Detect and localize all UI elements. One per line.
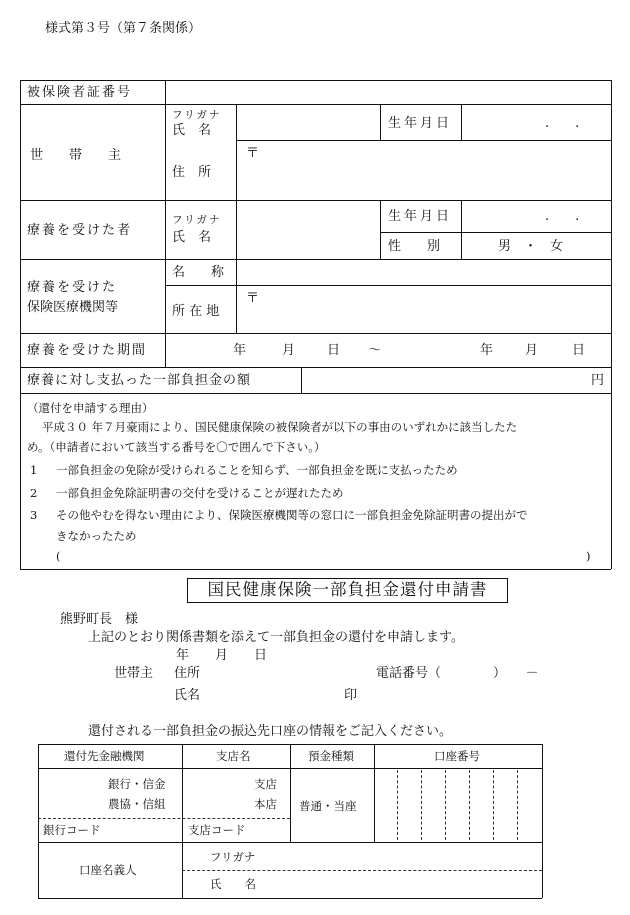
branch-code-label: 支店コード <box>188 823 246 837</box>
header-account-number: 口座番号 <box>434 749 480 763</box>
reason-number[interactable]: 3 <box>30 508 38 522</box>
table-line <box>461 104 462 140</box>
period-tilde: ～ <box>368 343 382 358</box>
application-date[interactable]: 年 月 日 <box>176 648 268 663</box>
institution-name-field[interactable] <box>237 260 610 284</box>
sex-label: 性 別 <box>388 239 441 254</box>
table-border-left <box>20 80 21 569</box>
period-day: 日 <box>572 343 586 358</box>
applicant-address-field[interactable] <box>205 663 370 681</box>
table-dashed-line <box>182 870 542 871</box>
institution-location-label: 所 在 地 <box>172 304 220 319</box>
name-label: 氏 名 <box>172 123 212 138</box>
table-border-bottom <box>38 898 542 899</box>
header-branch: 支店名 <box>216 749 251 763</box>
header-bank: 還付先金融機関 <box>64 749 145 763</box>
phone-label[interactable]: 電話番号（ ） － <box>376 666 539 681</box>
table-line <box>290 744 291 842</box>
table-line <box>461 200 462 259</box>
birthdate-label: 生年月日 <box>388 209 453 224</box>
application-statement: 上記のとおり関係書類を添えて一部負担金の還付を申請します。 <box>88 630 464 645</box>
other-reason-paren-open: ( <box>56 549 61 563</box>
seal-mark: 印 <box>344 688 358 703</box>
period-year: 年 <box>480 343 494 358</box>
household-head-label: 世帯主 <box>114 666 154 681</box>
table-border-left <box>38 744 39 898</box>
deposit-type-options[interactable]: 普通・当座 <box>299 799 357 813</box>
birthdate-value[interactable]: . . <box>545 116 580 131</box>
period-month: 月 <box>282 343 296 358</box>
institution-label: 保険医療機関等 <box>27 300 119 315</box>
address-label: 住所 <box>174 666 201 681</box>
account-holder-label: 口座名義人 <box>79 863 137 877</box>
form-number: 様式第３号（第７条関係） <box>45 21 202 36</box>
bank-type-options[interactable]: 農協・信組 <box>108 797 166 811</box>
yen-unit: 円 <box>591 373 605 388</box>
bank-instruction: 還付される一部負担金の振込先口座の情報をご記入ください。 <box>88 724 453 739</box>
insured-number-label: 被保険者証番号 <box>27 85 133 100</box>
holder-name-field[interactable] <box>290 872 540 897</box>
reasons-heading: （還付を申請する理由） <box>27 401 154 415</box>
reason-text: きなかったため <box>56 529 137 543</box>
birthdate-value[interactable]: . . <box>545 209 580 224</box>
reason-text: 一部負担金の免除が受けられることを知らず、一部負担金を既に支払ったため <box>56 463 458 477</box>
table-line <box>165 80 166 367</box>
head-name-field[interactable] <box>237 105 379 139</box>
other-reason-paren-close: ) <box>586 549 591 563</box>
patient-name-field[interactable] <box>237 201 379 258</box>
branch-option[interactable]: 本店 <box>254 797 277 811</box>
holder-name-label: 氏 名 <box>210 877 256 891</box>
other-reason-field[interactable] <box>70 548 580 564</box>
reasons-intro: め。（申請者において該当する番号を〇で囲んで下さい。） <box>27 440 326 454</box>
table-line <box>20 333 611 334</box>
furigana-label: フリガナ <box>172 214 222 226</box>
form-title: 国民健康保険一部負担金還付申請書 <box>187 578 508 603</box>
address-label: 住 所 <box>172 165 212 180</box>
period-year: 年 <box>233 343 247 358</box>
table-border-right <box>542 744 543 898</box>
holder-furigana-field[interactable] <box>290 844 540 869</box>
reasons-intro: 平成３０ 年７月豪雨により、国民健康保険の被保険者が以下の事由のいずれかに該当したた <box>42 420 518 434</box>
household-head-label: 世 帯 主 <box>30 148 122 163</box>
table-line <box>380 232 611 233</box>
paid-amount-label: 療養に対し支払った一部負担金の額 <box>27 373 252 388</box>
reason-text: 一部負担金免除証明書の交付を受けることが遅れたため <box>56 486 344 500</box>
reason-number[interactable]: 2 <box>30 486 38 500</box>
header-deposit-type: 預金種類 <box>308 749 354 763</box>
addressee: 熊野町長 様 <box>60 612 139 627</box>
table-border-right <box>611 80 612 569</box>
table-line <box>380 200 381 259</box>
birthdate-label: 生年月日 <box>388 116 453 131</box>
period-month: 月 <box>525 343 539 358</box>
account-number-field[interactable] <box>375 770 541 841</box>
applicant-name-field[interactable] <box>205 685 335 703</box>
postal-mark: 〒 <box>246 291 260 306</box>
table-line <box>38 842 542 843</box>
institution-name-label: 名 称 <box>172 265 225 280</box>
postal-mark: 〒 <box>246 146 260 161</box>
institution-location-field[interactable] <box>237 286 610 332</box>
head-address-field[interactable] <box>237 141 610 199</box>
insured-number-field[interactable] <box>166 81 610 104</box>
patient-label: 療養を受けた者 <box>27 223 133 238</box>
branch-option[interactable]: 支店 <box>254 777 277 791</box>
institution-label: 療養を受けた <box>27 280 118 295</box>
reason-text: その他やむを得ない理由により、保険医療機関等の窓口に一部負担金免除証明書の提出がで <box>56 508 528 522</box>
table-border-bottom <box>20 569 611 570</box>
table-line <box>20 393 611 394</box>
sex-options[interactable]: 男 ・ 女 <box>498 239 564 254</box>
paid-amount-field[interactable] <box>302 368 587 392</box>
name-label: 氏 名 <box>172 230 212 245</box>
bank-code-label: 銀行コード <box>43 823 101 837</box>
table-dashed-line <box>38 818 290 819</box>
table-line <box>182 744 183 898</box>
bank-type-options[interactable]: 銀行・信金 <box>108 777 166 791</box>
period-label: 療養を受けた期間 <box>27 343 148 358</box>
name-label: 氏名 <box>174 688 201 703</box>
bank-code-field[interactable] <box>106 820 180 840</box>
holder-furigana-label: フリガナ <box>210 850 256 864</box>
table-line <box>380 104 381 140</box>
period-day: 日 <box>327 343 341 358</box>
branch-code-field[interactable] <box>250 820 288 840</box>
reason-number[interactable]: 1 <box>30 463 38 477</box>
furigana-label: フリガナ <box>172 109 222 121</box>
